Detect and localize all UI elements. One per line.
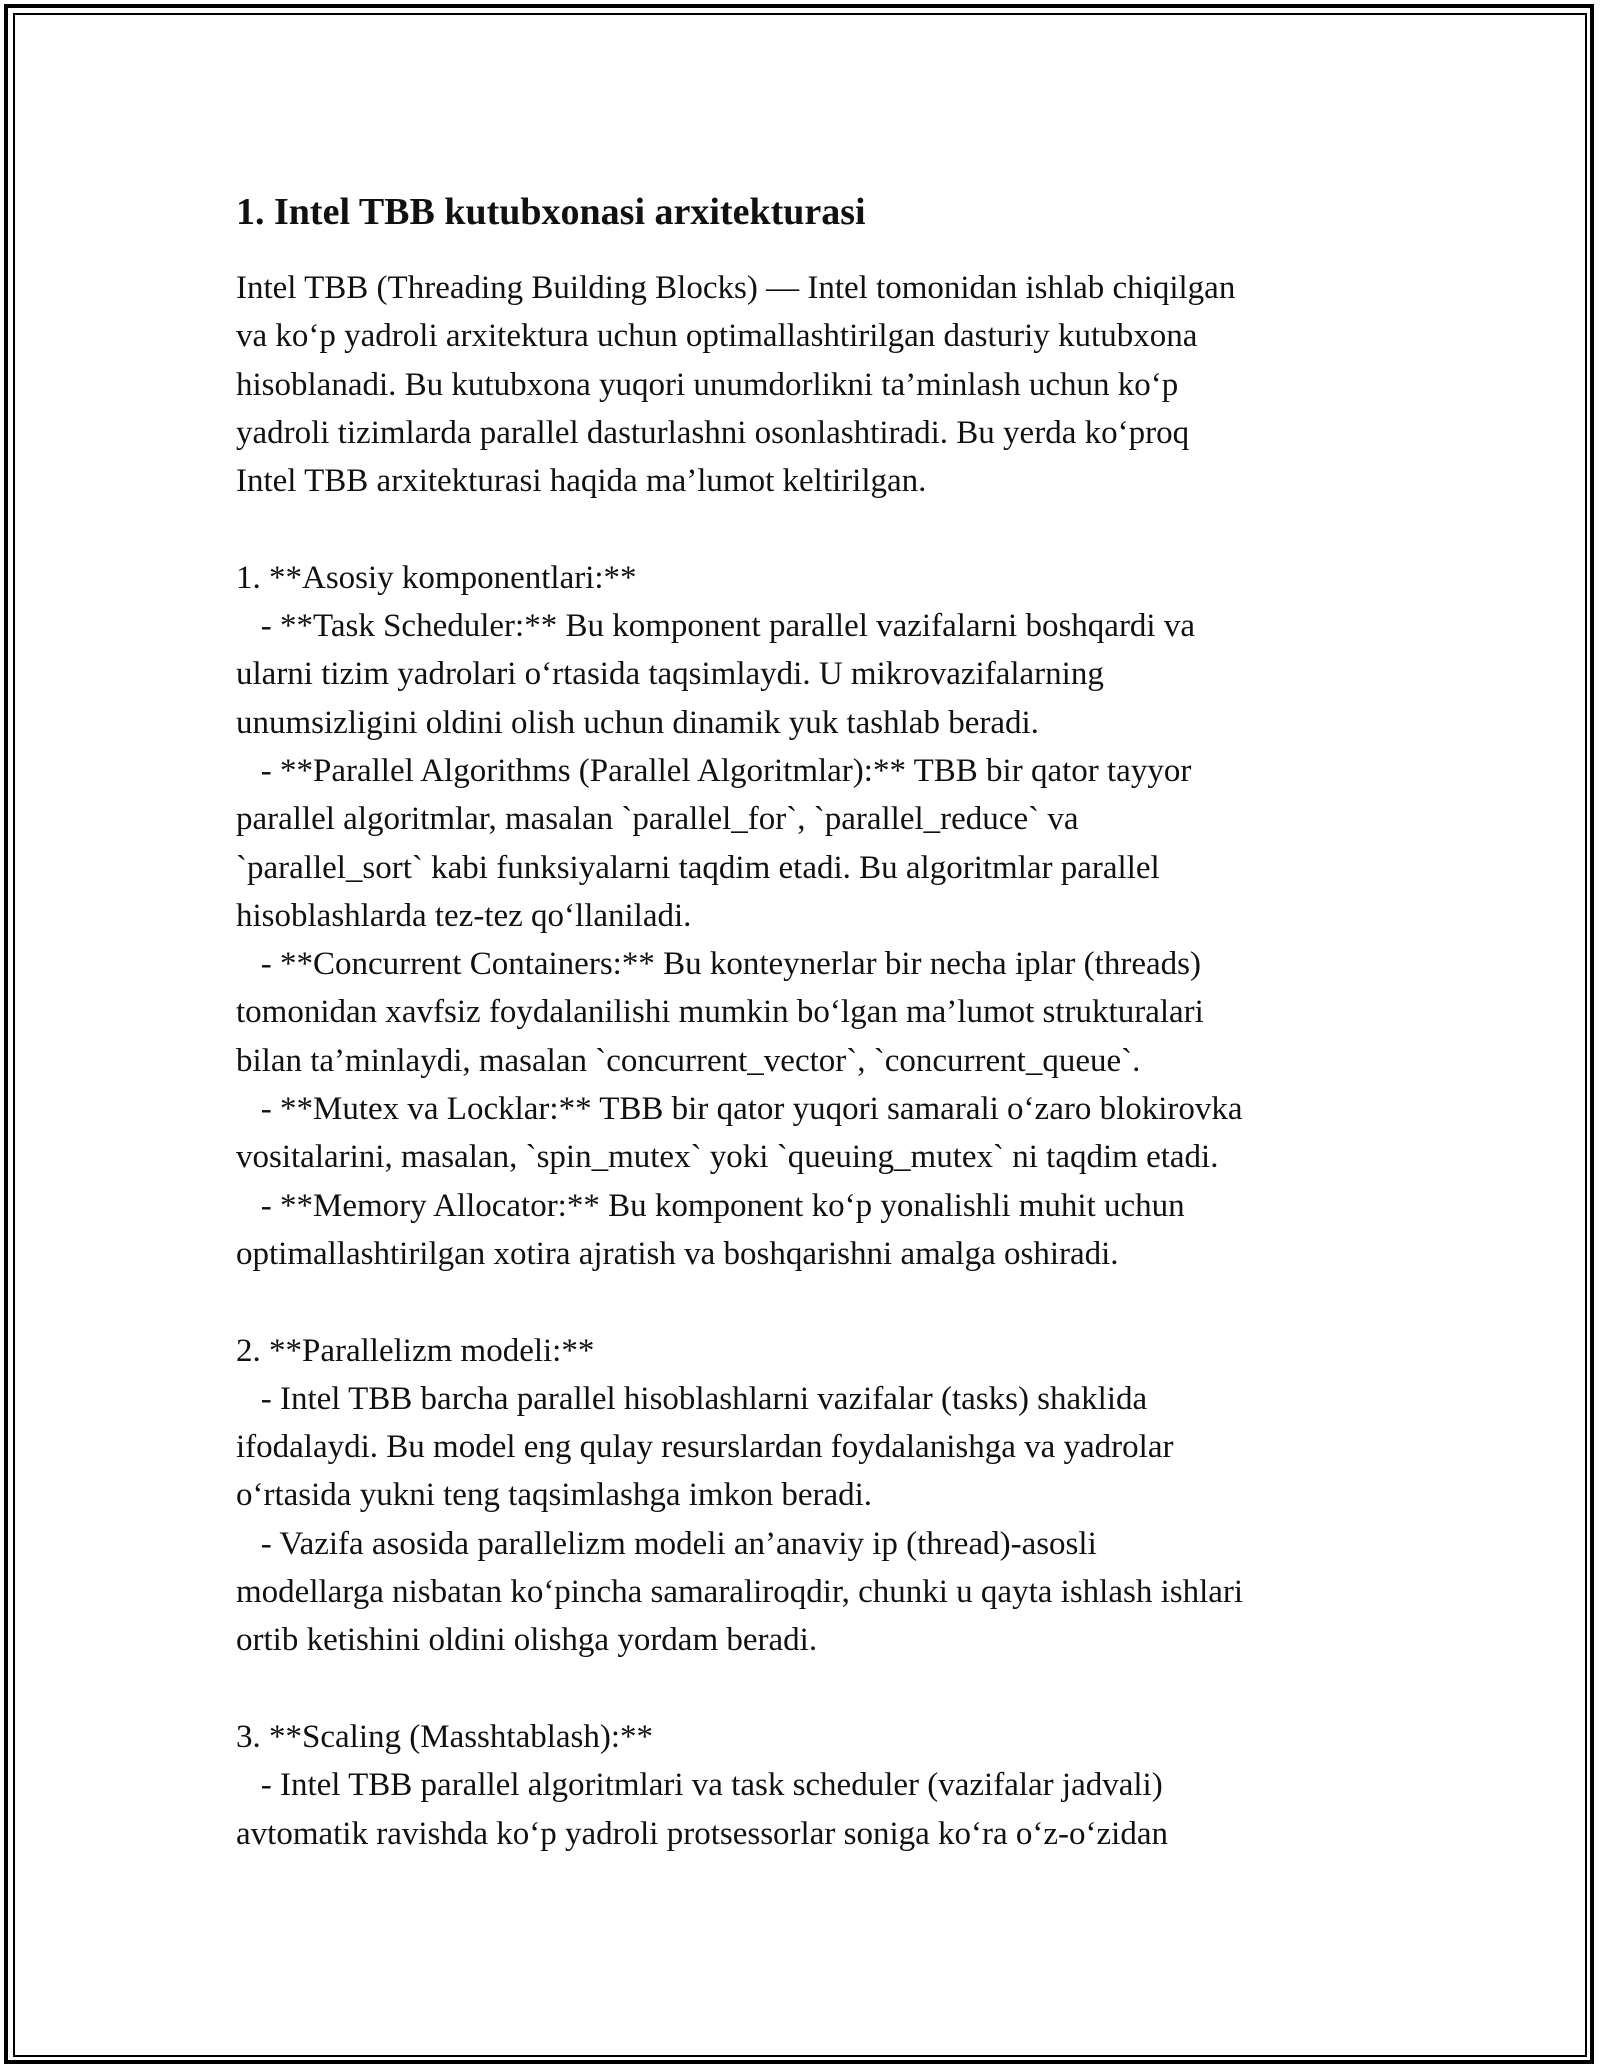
text-line: - Intel TBB barcha parallel hisoblashlarni vazifalar (tasks) shaklida <box>236 1380 1148 1417</box>
text-line: - **Concurrent Containers:** Bu konteynerlar bir necha iplar (threads) <box>236 946 1201 983</box>
text-line: ortib ketishini oldini olishga yordam beradi. <box>236 1622 818 1659</box>
text-line: va ko‘p yadroli arxitektura uchun optimallashtirilgan dasturiy kutubxona <box>236 318 1198 355</box>
text-line: tomonidan xavfsiz foydalanilishi mumkin bo‘lgan ma’lumot strukturalari <box>236 994 1204 1031</box>
text-line: - **Memory Allocator:** Bu komponent ko‘p yonalishli muhit uchun <box>236 1187 1185 1224</box>
list-heading: 1. **Asosiy komponentlari:** <box>236 559 637 596</box>
text-line: Intel TBB (Threading Building Blocks) — Intel tomonidan ishlab chiqilgan <box>236 270 1236 306</box>
list-heading: 3. **Scaling (Masshtablash):** <box>236 1718 654 1755</box>
section-heading: 1. Intel TBB kutubxonasi arxitekturasi <box>236 191 866 233</box>
paragraph-spacer <box>236 1665 1366 1713</box>
text-line: vositalarini, masalan, `spin_mutex` yoki `queuing_mutex` ni taqdim etadi. <box>236 1139 1219 1176</box>
text-line: o‘rtasida yukni teng taqsimlashga imkon beradi. <box>236 1477 873 1514</box>
parallelism-model-section <box>236 1327 1366 1665</box>
text-line: - Intel TBB parallel algoritmlari va task scheduler (vazifalar jadvali) <box>236 1767 1163 1804</box>
text-line: - Vazifa asosida parallelizm modeli an’anaviy ip (thread)-asosli <box>236 1525 1097 1562</box>
text-line: unumsizligini oldini olish uchun dinamik yuk tashlab beradi. <box>236 704 1039 741</box>
text-line: - **Mutex va Locklar:** TBB bir qator yuqori samarali o‘zaro blokirovka <box>236 1091 1243 1128</box>
text-line: `parallel_sort` kabi funksiyalarni taqdim etadi. Bu algoritmlar parallel <box>236 849 1160 886</box>
text-line: - **Task Scheduler:** Bu komponent parallel vazifalarni boshqardi va <box>236 608 1195 645</box>
text-line: hisoblanadi. Bu kutubxona yuqori unumdorlikni ta’minlash uchun ko‘p <box>236 366 1179 403</box>
text-line: ularni tizim yadrolari o‘rtasida taqsimlaydi. U mikrovazifalarning <box>236 656 1104 693</box>
text-line: yadroli tizimlarda parallel dasturlashni osonlashtiradi. Bu yerda ko‘proq <box>236 414 1190 451</box>
paragraph-spacer <box>236 505 1366 553</box>
text-line: modellarga nisbatan ko‘pincha samaraliroqdir, chunki u qayta ishlash ishlari <box>236 1574 1244 1611</box>
text-line: Intel TBB arxitekturasi haqida ma’lumot keltirilgan. <box>236 463 927 500</box>
text-line: optimallashtirilgan xotira ajratish va boshqarishni amalga oshiradi. <box>236 1235 1119 1272</box>
components-section <box>236 554 1366 1278</box>
scaling-section <box>236 1713 1366 1858</box>
text-line: avtomatik ravishda ko‘p yadroli protsessorlar soniga ko‘ra o‘z-o‘zidan <box>236 1815 1168 1852</box>
text-line: hisoblashlarda tez-tez qo‘llaniladi. <box>236 897 692 934</box>
text-line: - **Parallel Algorithms (Parallel Algoritmlar):** TBB bir qator tayyor <box>236 752 1192 789</box>
text-line: ifodalaydi. Bu model eng qulay resurslardan foydalanishga va yadrolar <box>236 1429 1174 1466</box>
list-heading: 2. **Parallelizm modeli:** <box>236 1332 595 1369</box>
paragraph-spacer <box>236 1278 1366 1326</box>
document-body <box>236 188 1366 1858</box>
text-line: parallel algoritmlar, masalan `parallel_for`, `parallel_reduce` va <box>236 801 1079 838</box>
text-line: bilan ta’minlaydi, masalan `concurrent_vector`, `concurrent_queue`. <box>236 1042 1141 1079</box>
intro-paragraph <box>236 264 1366 505</box>
